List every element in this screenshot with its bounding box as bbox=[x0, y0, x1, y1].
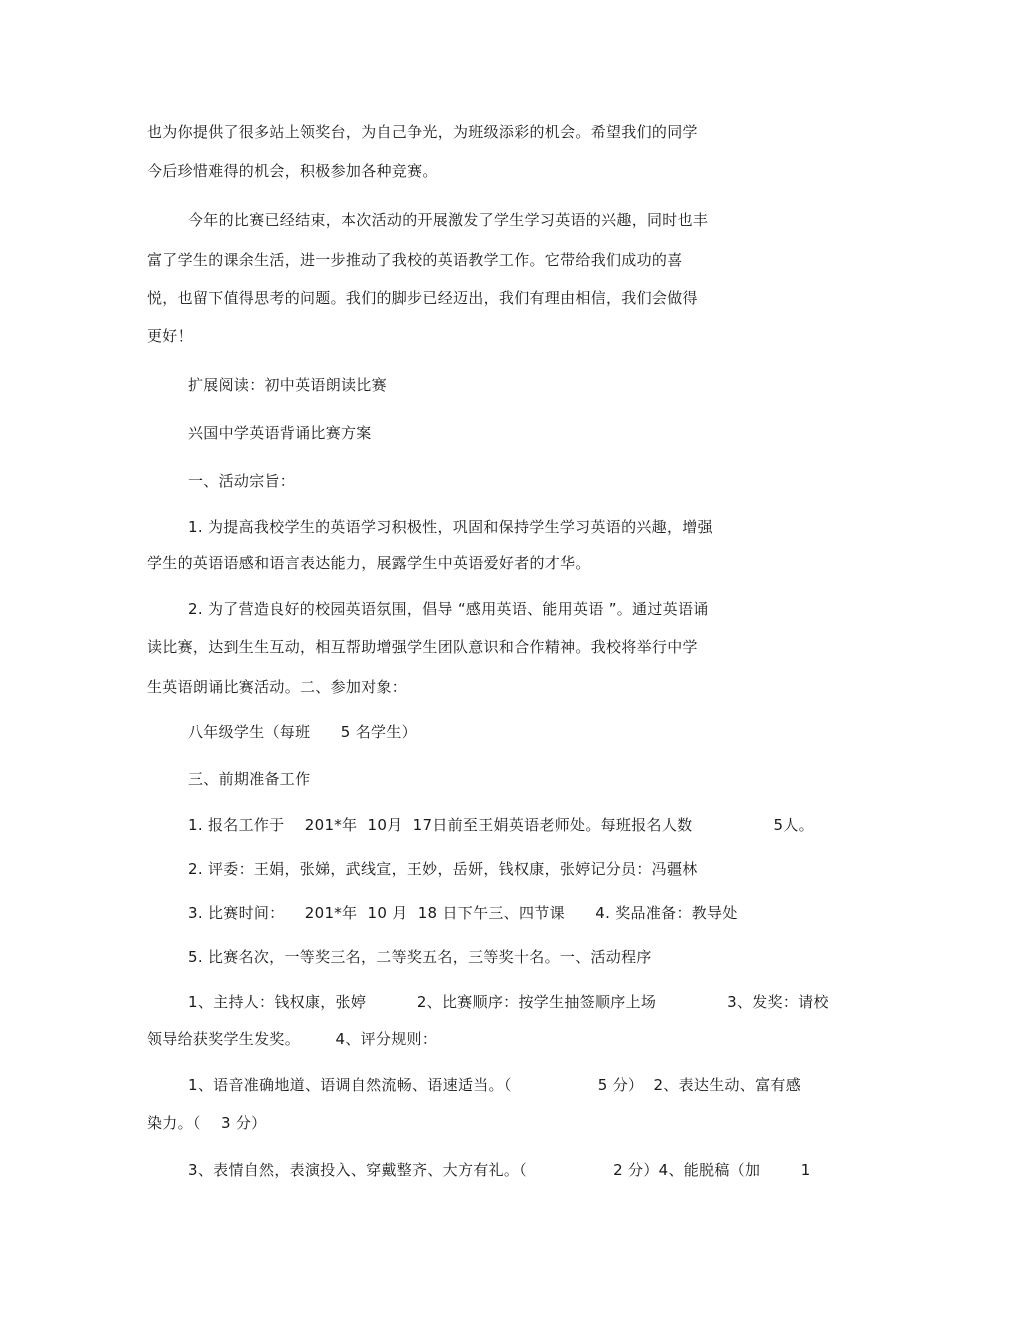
text-line: 更好！ bbox=[147, 327, 193, 345]
section-heading: 一、活动宗旨： bbox=[188, 472, 296, 490]
text-line: 5. 比赛名次，一等奖三名，二等奖五名，三等奖十名。一、活动程序 bbox=[188, 948, 652, 966]
text-line: 也为你提供了很多站上领奖台，为自己争光，为班级添彩的机会。希望我们的同学 bbox=[147, 123, 698, 141]
text-line: 2. 评委：王娟，张娣，武线宣，王妙，岳妍，钱权康，张婷记分员：冯疆林 bbox=[188, 860, 698, 878]
text-line: 1. 为提高我校学生的英语学习积极性，巩固和保持学生学习英语的兴趣，增强 bbox=[188, 518, 713, 536]
text-line: 悦，也留下值得思考的问题。我们的脚步已经迈出，我们有理由相信，我们会做得 bbox=[147, 289, 698, 307]
heading-extended-reading: 扩展阅读：初中英语朗读比赛 bbox=[188, 376, 387, 394]
text-line: 领导给获奖学生发奖。 4、评分规则： bbox=[147, 1030, 438, 1048]
text-line: 富了学生的课余生活，进一步推动了我校的英语教学工作。它带给我们成功的喜 bbox=[147, 251, 683, 269]
text-line: 今年的比赛已经结束，本次活动的开展激发了学生学习英语的兴趣，同时也丰 bbox=[188, 211, 709, 229]
section-heading: 三、前期准备工作 bbox=[188, 770, 311, 788]
text-line: 1. 报名工作于 201*年 10月 17日前至王娟英语老师处。每班报名人数 5人。 bbox=[188, 816, 814, 834]
text-line: 1、语音准确地道、语调自然流畅、语速适当。（ 5 分） 2、表达生动、富有感 bbox=[188, 1076, 801, 1094]
text-line: 3、表情自然，表演投入、穿戴整齐、大方有礼。（ 2 分）4、能脱稿（加 1 bbox=[188, 1161, 811, 1179]
text-line: 今后珍惜难得的机会，积极参加各种竞赛。 bbox=[147, 162, 438, 180]
text-line: 2. 为了营造良好的校园英语氛围，倡导 “感用英语、能用英语 ”。通过英语诵 bbox=[188, 600, 709, 618]
text-line: 染力。（ 3 分） bbox=[147, 1114, 267, 1132]
heading-plan-title: 兴国中学英语背诵比赛方案 bbox=[188, 424, 372, 442]
text-line: 生英语朗诵比赛活动。二、参加对象： bbox=[147, 678, 408, 696]
text-line: 3. 比赛时间： 201*年 10 月 18 日下午三、四节课 4. 奖品准备：教导处 bbox=[188, 904, 738, 922]
text-line: 八年级学生（每班 5 名学生） bbox=[188, 723, 417, 741]
text-line: 1、主持人：钱权康，张婷 2、比赛顺序：按学生抽签顺序上场 3、发奖：请校 bbox=[188, 993, 829, 1011]
text-line: 学生的英语语感和语言表达能力，展露学生中英语爱好者的才华。 bbox=[147, 554, 591, 572]
text-line: 读比赛，达到生生互动，相互帮助增强学生团队意识和合作精神。我校将举行中学 bbox=[147, 638, 698, 656]
